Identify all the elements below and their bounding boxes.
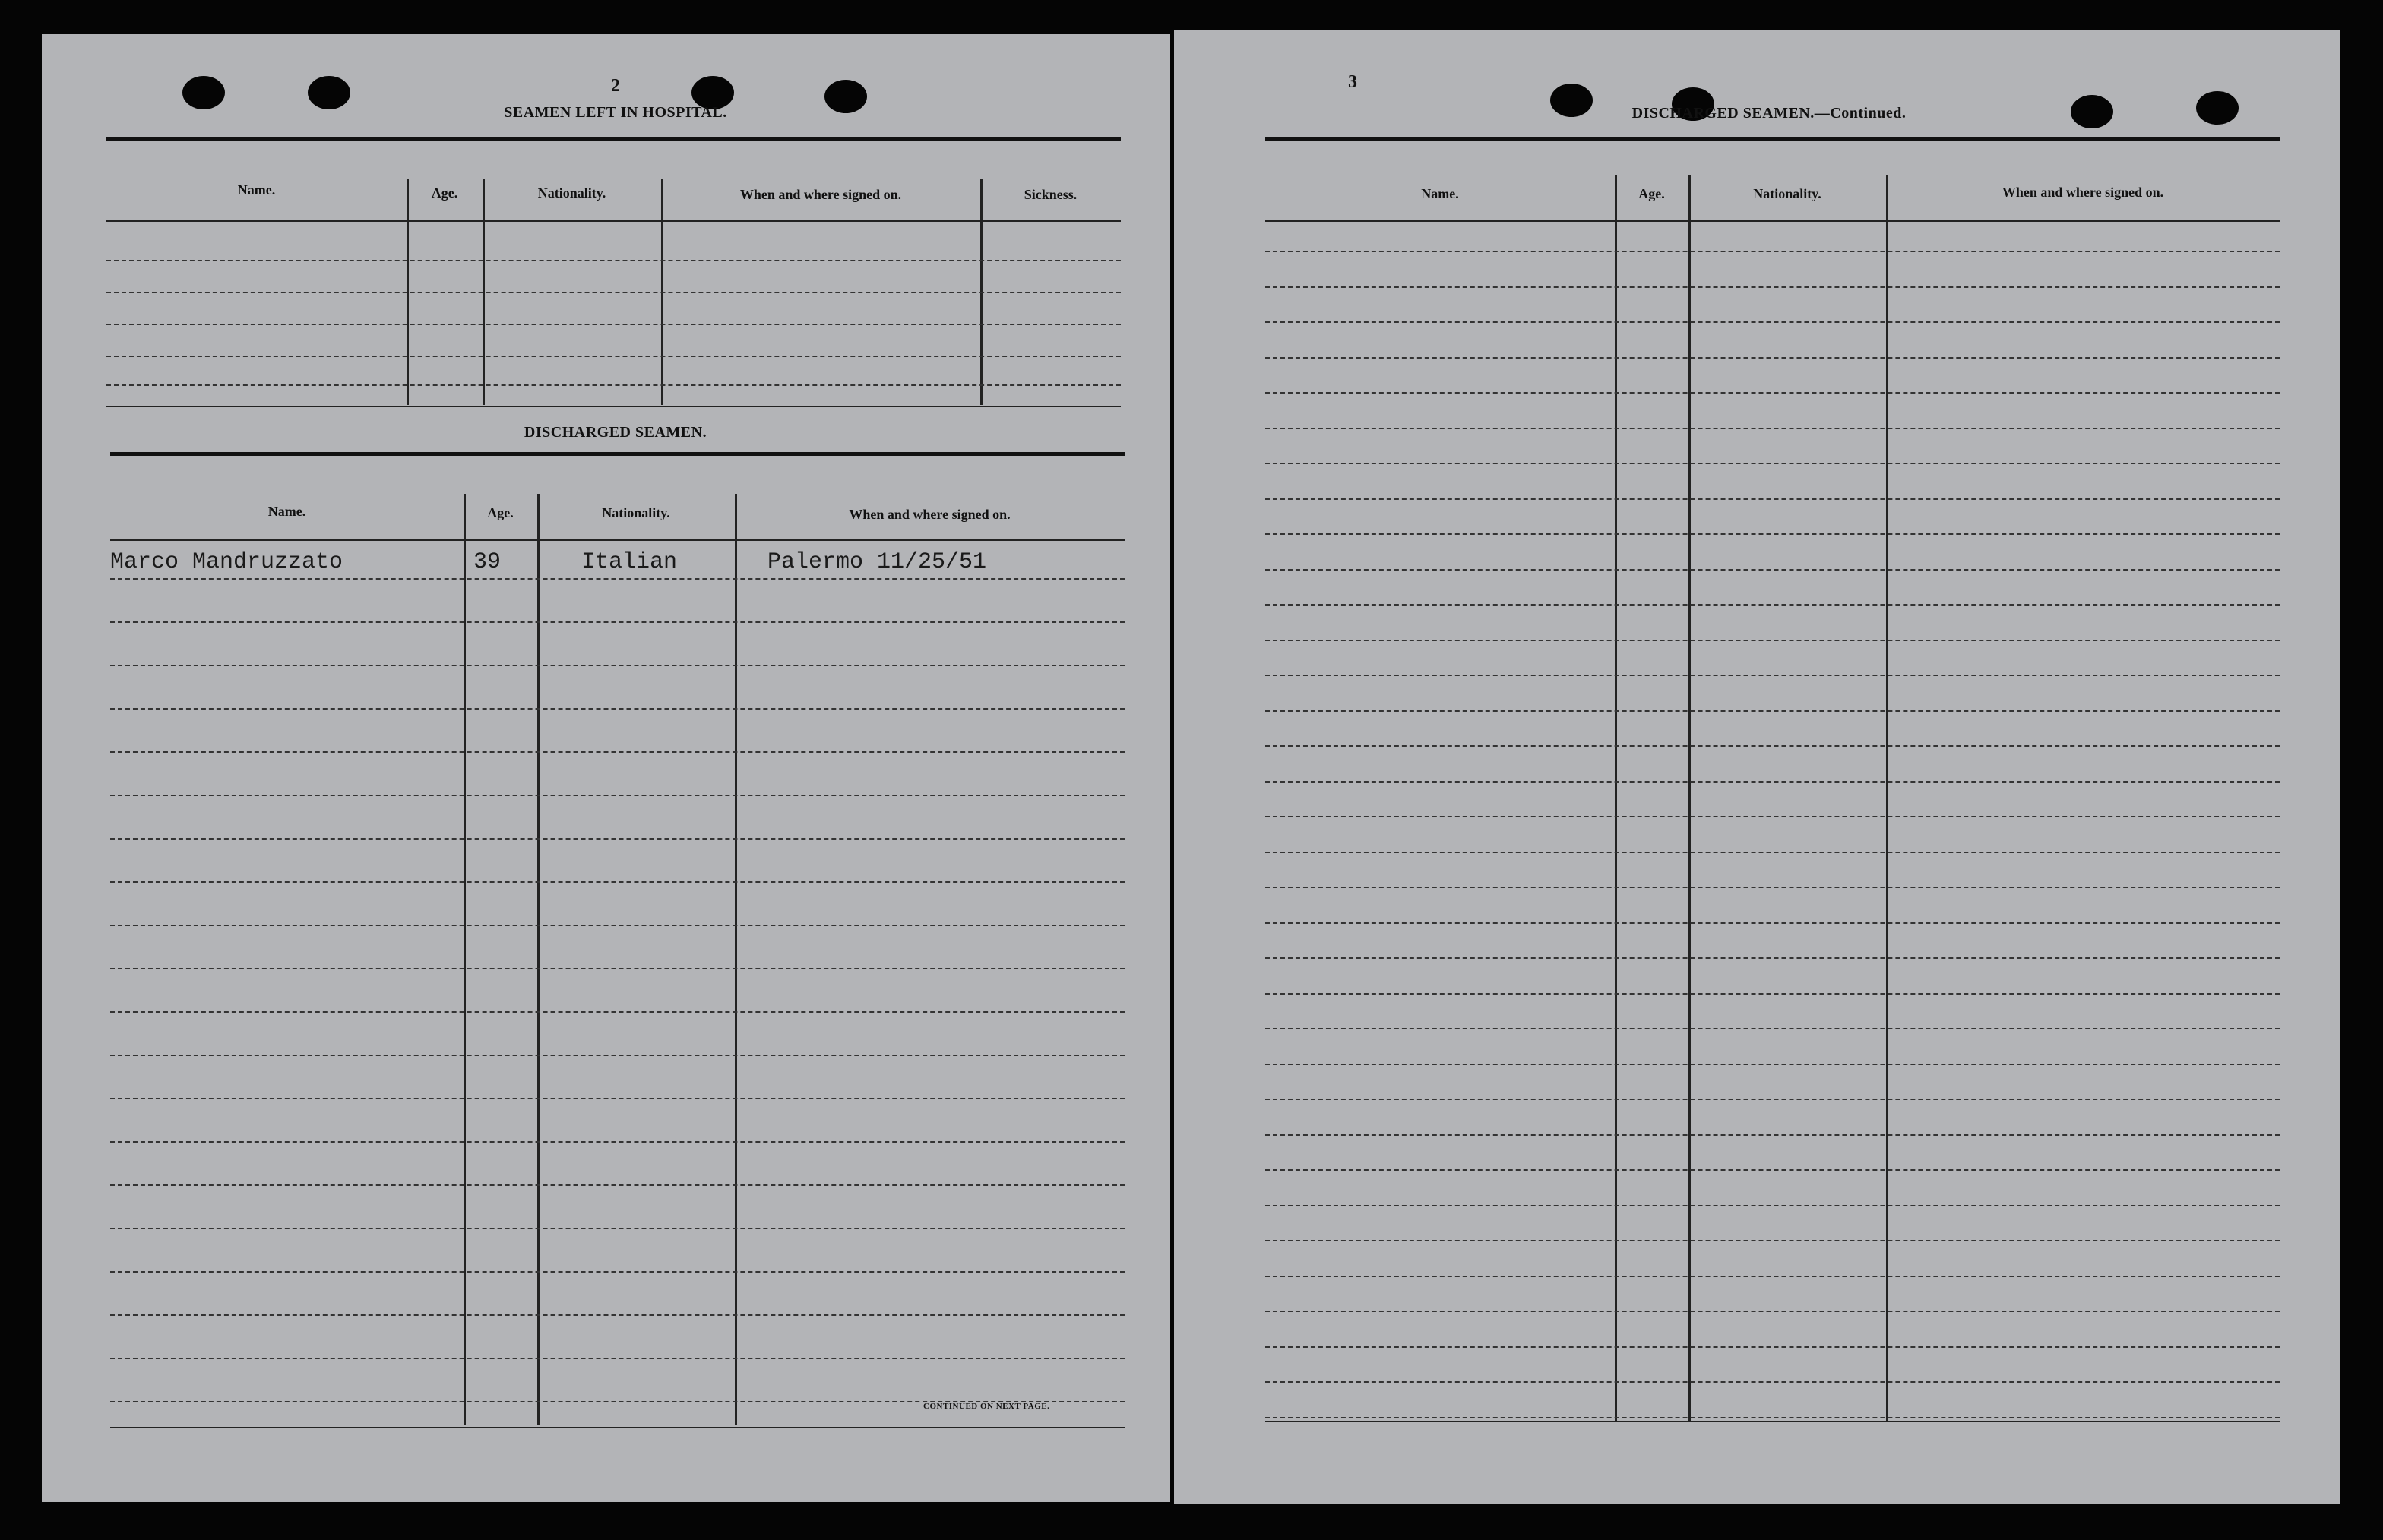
left-page	[42, 34, 1170, 1502]
col-nationality: Nationality.	[537, 185, 606, 201]
ruled-line	[1265, 251, 2280, 252]
right-page	[1174, 30, 2340, 1504]
ruled-line	[110, 1271, 1125, 1273]
ruled-line	[1265, 745, 2280, 747]
seaman-name: Marco Mandruzzato	[110, 549, 343, 575]
col-nationality: Nationality.	[1753, 186, 1821, 201]
col-name: Name.	[267, 504, 306, 519]
col-signed-on: When and where signed on.	[849, 507, 1011, 522]
ruled-line	[110, 925, 1125, 926]
continued-note: CONTINUED ON NEXT PAGE.	[923, 1402, 1050, 1411]
ruled-line	[1265, 498, 2280, 500]
ruled-line	[1265, 604, 2280, 606]
discharged-section-title: DISCHARGED SEAMEN.	[524, 424, 707, 441]
ruled-line	[1265, 1169, 2280, 1171]
ruled-line	[110, 1011, 1125, 1013]
col-age: Age.	[431, 185, 458, 201]
ruled-line	[1265, 816, 2280, 817]
discharged-table	[110, 452, 1125, 1428]
col-name: Name.	[237, 182, 276, 198]
ruled-line	[1265, 569, 2280, 571]
punch-hole	[1550, 84, 1593, 117]
ruled-line	[110, 795, 1125, 796]
col-signed-on: When and where signed on.	[2002, 185, 2164, 200]
discharged-continued-table	[1265, 137, 2280, 1428]
ruled-line	[110, 621, 1125, 623]
ruled-line	[110, 968, 1125, 969]
ruled-line	[1265, 1346, 2280, 1348]
ruled-line	[1265, 640, 2280, 641]
ruled-line	[1265, 1240, 2280, 1241]
ruled-line	[110, 1358, 1125, 1359]
ruled-line	[1265, 392, 2280, 394]
ruled-line	[110, 1228, 1125, 1229]
ruled-line	[110, 1314, 1125, 1316]
ruled-line	[110, 1098, 1125, 1099]
ruled-line	[1265, 710, 2280, 712]
col-age: Age.	[487, 505, 514, 520]
ruled-line	[1265, 993, 2280, 995]
punch-hole	[2196, 91, 2239, 125]
ruled-line	[110, 578, 1125, 580]
ruled-line	[1265, 781, 2280, 783]
ruled-line	[110, 708, 1125, 710]
ruled-line	[1265, 286, 2280, 288]
punch-hole	[182, 76, 225, 109]
col-age: Age.	[1638, 186, 1665, 201]
ruled-line	[110, 1141, 1125, 1143]
seaman-signed-on: Palermo 11/25/51	[767, 549, 987, 575]
hospital-section-title: SEAMEN LEFT IN HOSPITAL.	[504, 104, 727, 121]
hospital-table	[106, 137, 1121, 410]
ruled-line	[1265, 428, 2280, 429]
ruled-line	[110, 838, 1125, 840]
ruled-line	[1265, 1028, 2280, 1029]
ruled-line	[1265, 922, 2280, 924]
punch-hole	[824, 80, 867, 113]
ruled-line	[1265, 321, 2280, 323]
punch-hole	[2071, 95, 2113, 128]
col-name: Name.	[1421, 186, 1459, 201]
ruled-line	[1265, 1205, 2280, 1206]
page-number: 2	[611, 76, 620, 96]
ruled-line	[1265, 957, 2280, 959]
col-signed-on: When and where signed on.	[739, 187, 902, 202]
ruled-line	[110, 751, 1125, 753]
ruled-line	[1265, 1099, 2280, 1100]
col-sickness: Sickness.	[1024, 187, 1078, 202]
seaman-nationality: Italian	[581, 549, 678, 575]
ruled-line	[1265, 852, 2280, 853]
page-number: 3	[1348, 72, 1357, 92]
ruled-line	[1265, 1134, 2280, 1136]
ruled-line	[1265, 887, 2280, 888]
ruled-line	[1265, 1276, 2280, 1277]
ruled-line	[1265, 1417, 2280, 1418]
ruled-line	[1265, 463, 2280, 464]
page-title: DISCHARGED SEAMEN.—Continued.	[1631, 105, 1907, 122]
seaman-age: 39	[473, 549, 502, 575]
ruled-line	[1265, 1311, 2280, 1312]
ruled-line	[1265, 1064, 2280, 1065]
ruled-line	[1265, 357, 2280, 359]
ruled-line	[110, 881, 1125, 883]
ruled-line	[1265, 675, 2280, 676]
ruled-line	[110, 1055, 1125, 1056]
col-nationality: Nationality.	[602, 505, 670, 520]
ruled-line	[110, 665, 1125, 666]
ruled-line	[110, 1184, 1125, 1186]
ruled-line	[1265, 533, 2280, 535]
punch-hole	[308, 76, 350, 109]
ruled-line	[1265, 1381, 2280, 1383]
